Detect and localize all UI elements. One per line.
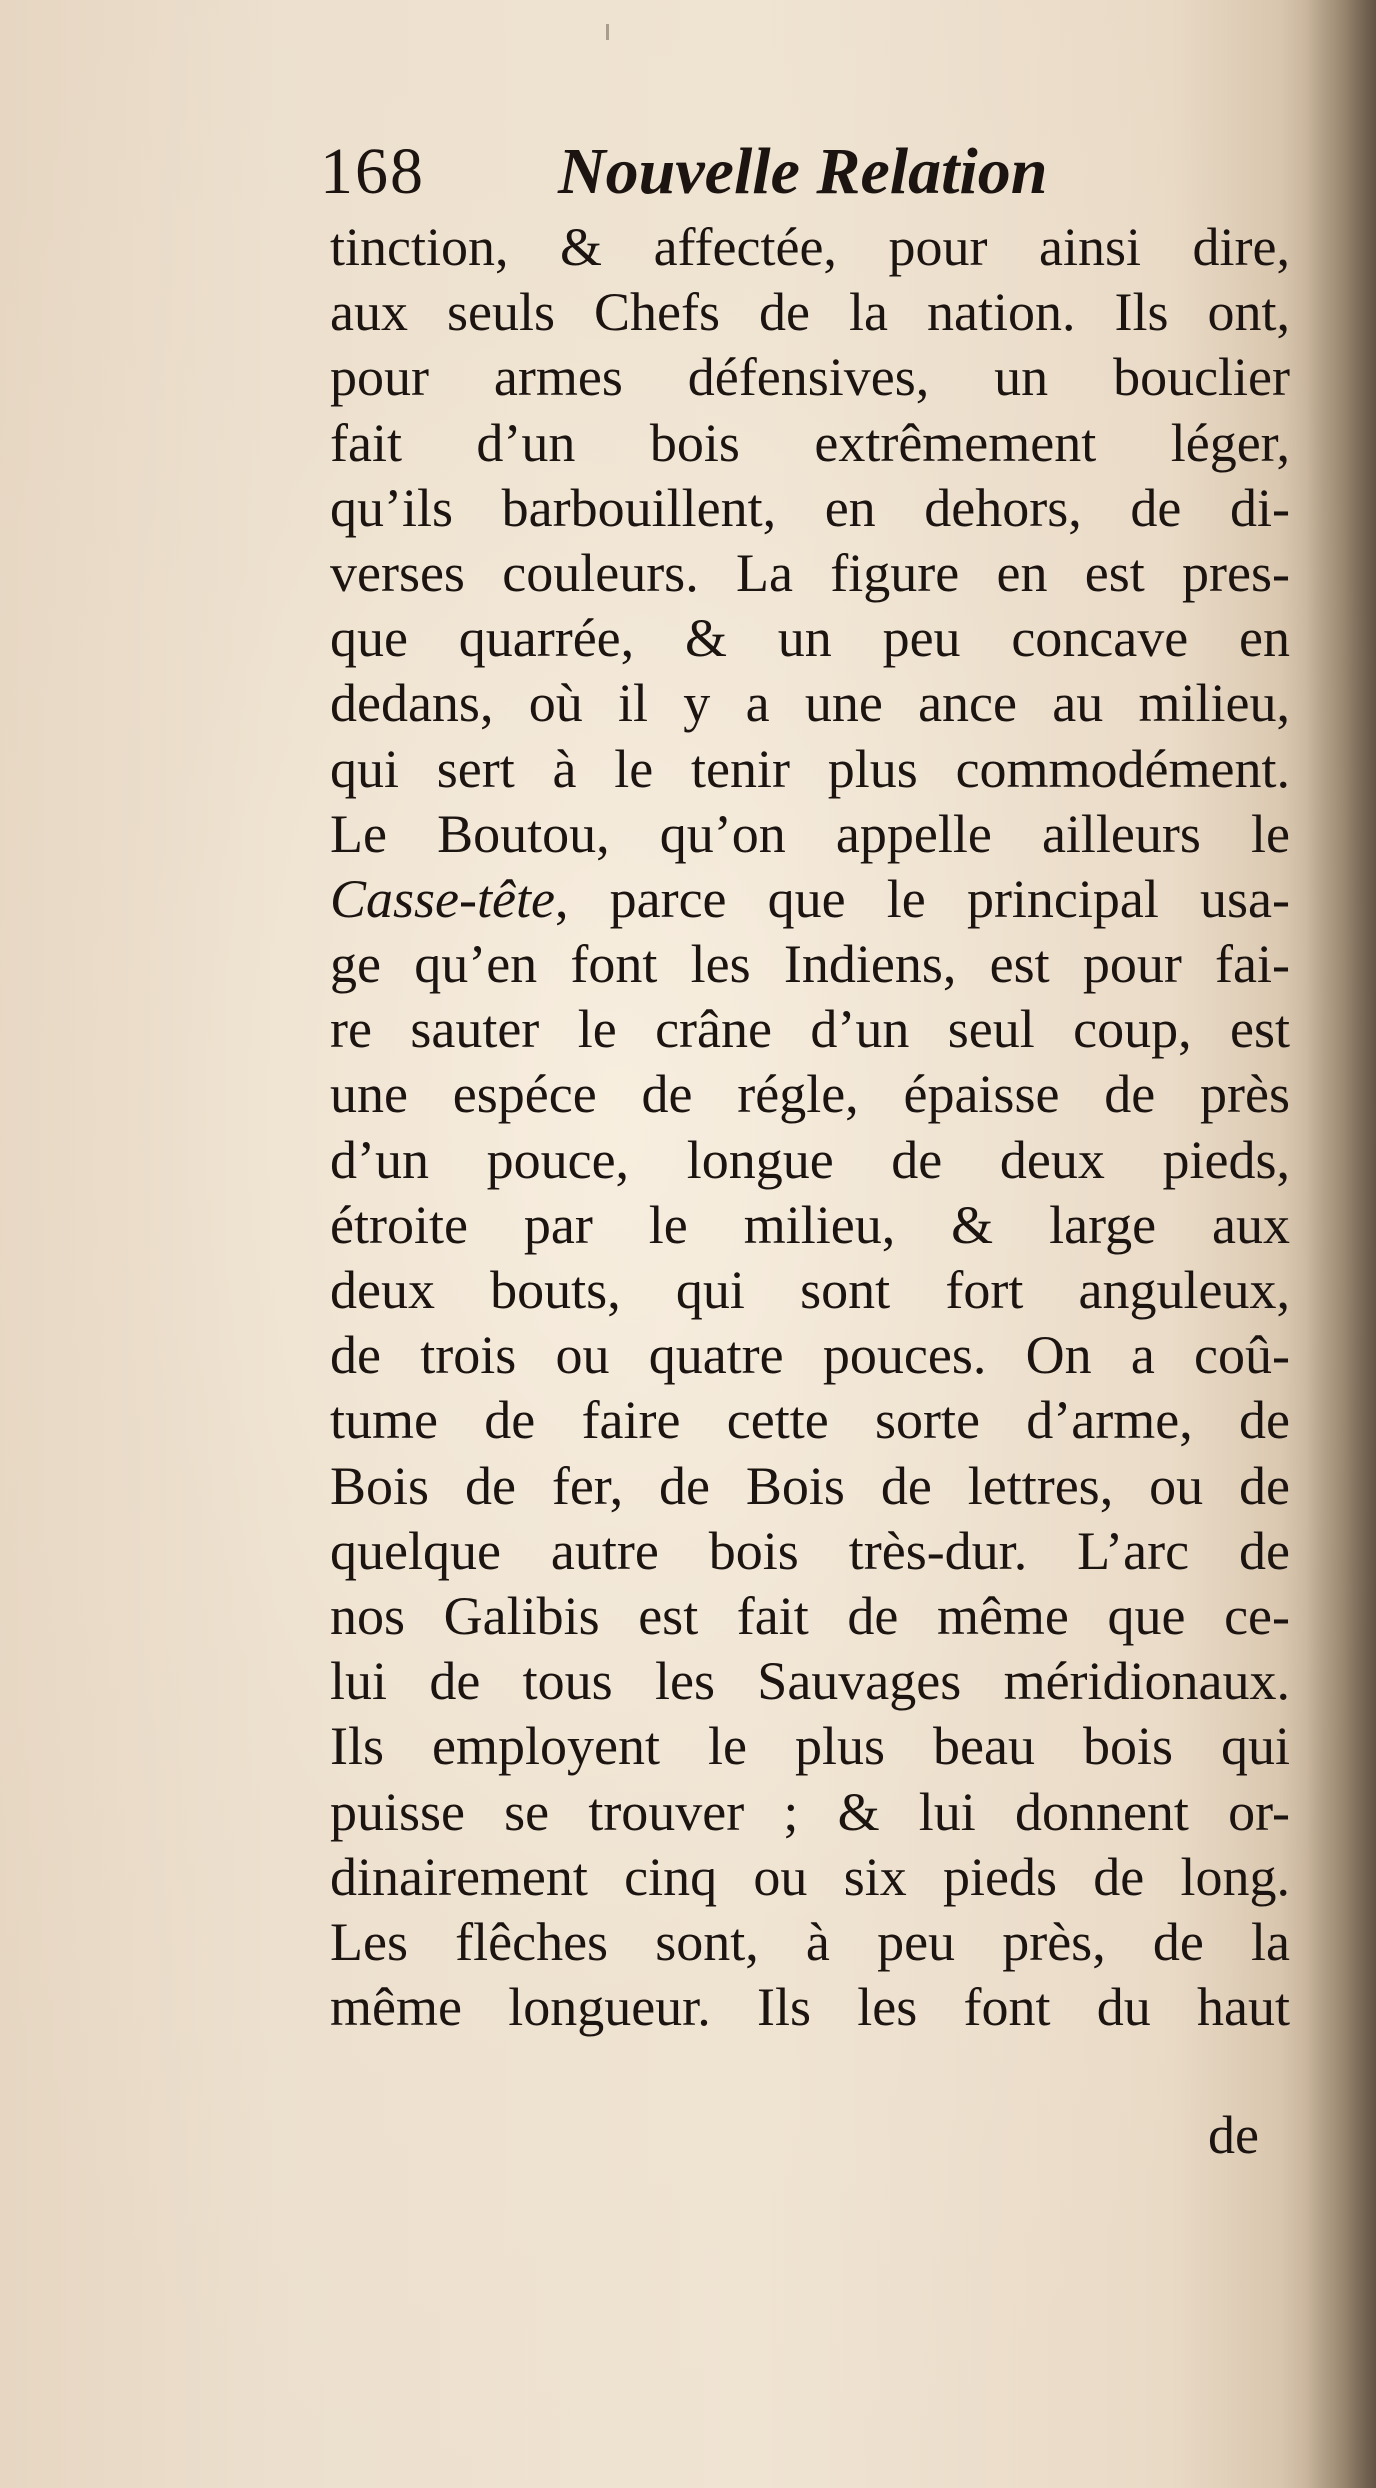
paper-speck	[606, 24, 609, 40]
text-line: quelque autre bois très-dur. L’arc de	[330, 1520, 1290, 1581]
text-line: Les flêches sont, à peu près, de la	[330, 1911, 1290, 1972]
text-line: nos Galibis est fait de même que ce-	[330, 1585, 1290, 1646]
catchword: de	[1208, 2105, 1259, 2165]
text-line: tinction, & affectée, pour ainsi dire,	[330, 217, 1290, 277]
text-line: que quarrée, & un peu concave en	[330, 608, 1290, 669]
text-line: qu’ils barbouillent, en dehors, de di-	[330, 477, 1290, 538]
text-line: deux bouts, qui sont fort anguleux,	[330, 1260, 1290, 1320]
text-line: Bois de fer, de Bois de lettres, ou de	[330, 1455, 1290, 1516]
text-line: une espéce de régle, épaisse de près	[330, 1064, 1290, 1125]
text-line: même longueur. Ils les font du haut	[330, 1977, 1290, 2038]
text-line: dinairement cinq ou six pieds de long.	[330, 1846, 1290, 1907]
text-line: étroite par le milieu, & large aux	[330, 1194, 1290, 1255]
text-line: re sauter le crâne d’un seul coup, est	[330, 999, 1290, 1060]
running-header	[320, 132, 1120, 212]
text-line: ge qu’en font les Indiens, est pour fai-	[330, 934, 1290, 995]
text-line: aux seuls Chefs de la nation. Ils ont,	[330, 282, 1290, 343]
text-line: Casse-tête, parce que le principal usa-	[330, 868, 1290, 929]
text-line: Le Boutou, qu’on appelle ailleurs le	[330, 803, 1290, 864]
text-line: fait d’un bois extrêmement léger,	[330, 412, 1290, 473]
running-title: Nouvelle Relation	[558, 135, 1048, 208]
text-line: lui de tous les Sauvages méridionaux.	[330, 1651, 1290, 1712]
text-line: pour armes défensives, un bouclier	[330, 347, 1290, 408]
text-line: puisse se trouver ; & lui donnent or-	[330, 1781, 1290, 1842]
page-number: 168	[320, 135, 425, 208]
italic-term: Casse-tête	[330, 868, 555, 929]
text-line: de trois ou quatre pouces. On a coû-	[330, 1325, 1290, 1386]
text-line: d’un pouce, longue de deux pieds,	[330, 1129, 1290, 1190]
text-line: verses couleurs. La figure en est pres-	[330, 542, 1290, 603]
text-line: Ils employent le plus beau bois qui	[330, 1716, 1290, 1777]
body-text	[330, 215, 1290, 2040]
text-line: dedans, où il y a une ance au milieu,	[330, 673, 1290, 734]
binding-gutter-shadow	[1306, 0, 1376, 2488]
text-line: qui sert à le tenir plus commodément.	[330, 738, 1290, 799]
text-line: tume de faire cette sorte d’arme, de	[330, 1390, 1290, 1451]
